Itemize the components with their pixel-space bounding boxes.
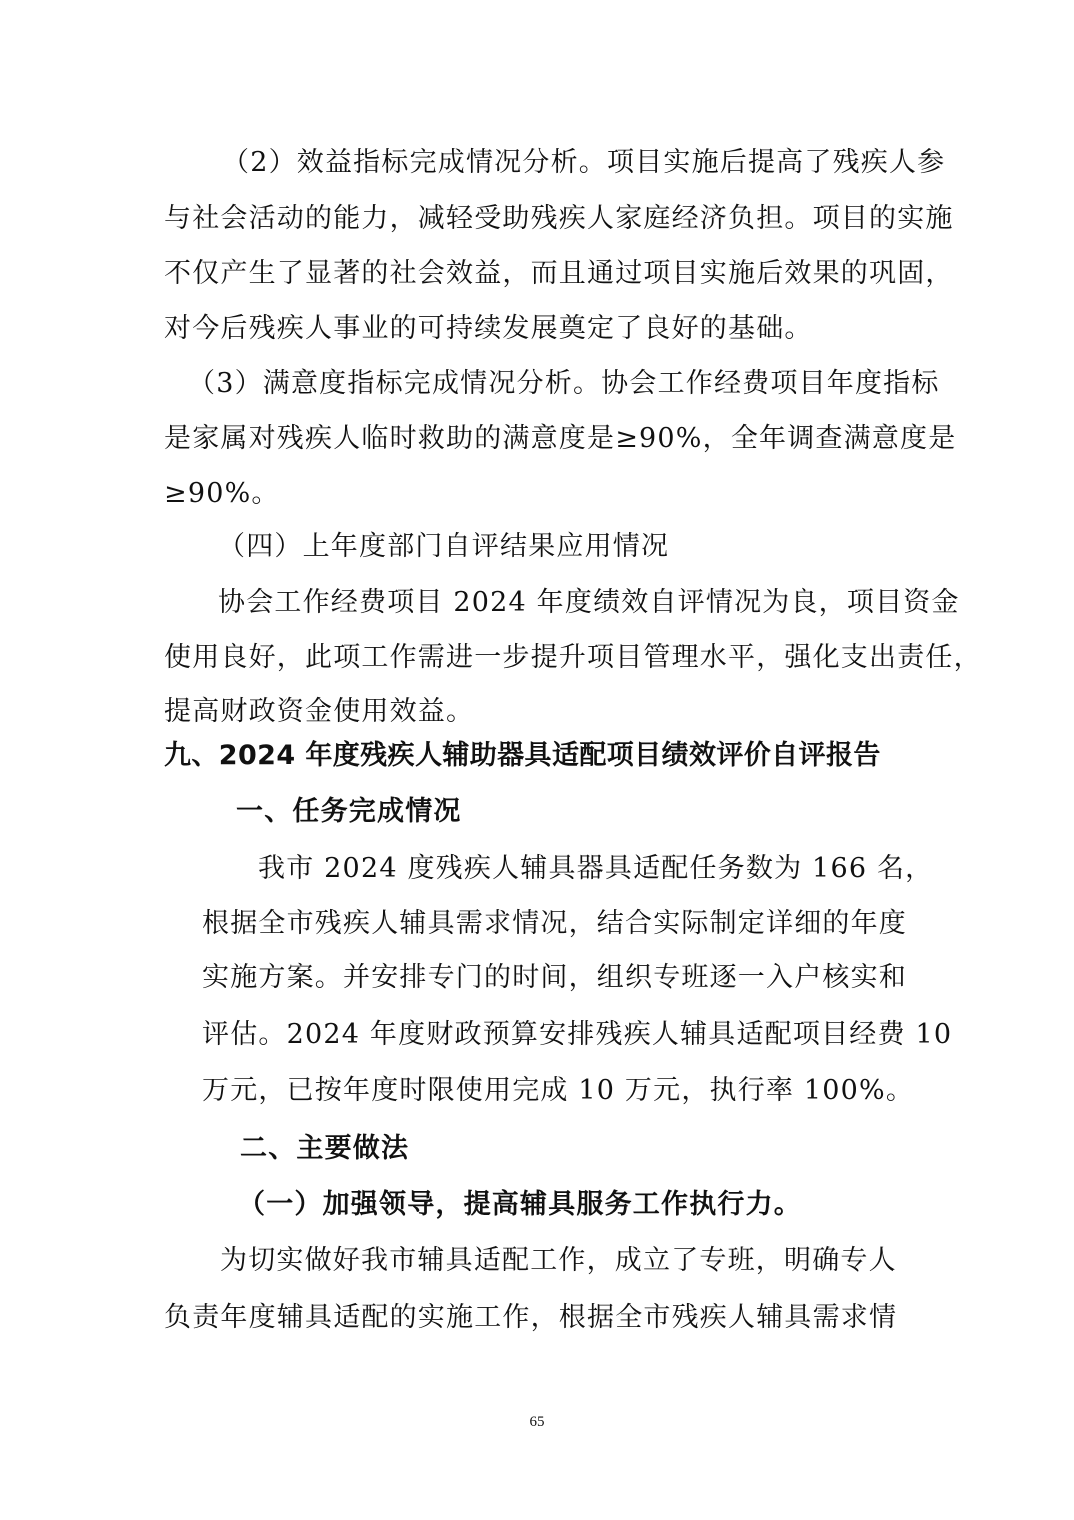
paragraph-line: 提高财政资金使用效益。 — [164, 696, 475, 727]
paragraph-line: （3）满意度指标完成情况分析。协会工作经费项目年度指标 — [188, 368, 940, 399]
section-heading: （四）上年度部门自评结果应用情况 — [218, 531, 670, 562]
paragraph-line: 使用良好，此项工作需进一步提升项目管理水平，强化支出责任， — [164, 642, 982, 673]
paragraph-line: 对今后残疾人事业的可持续发展奠定了良好的基础。 — [164, 313, 813, 344]
paragraph-line: 万元，已按年度时限使用完成 10 万元，执行率 100%。 — [202, 1075, 915, 1106]
paragraph-line: 是家属对残疾人临时救助的满意度是≥90%，全年调查满意度是 — [164, 423, 957, 454]
paragraph-line: 根据全市残疾人辅具需求情况，结合实际制定详细的年度 — [202, 908, 907, 939]
chapter-heading: 九、2024 年度残疾人辅助器具适配项目绩效评价自评报告 — [164, 740, 881, 771]
paragraph-line: 负责年度辅具适配的实施工作，根据全市残疾人辅具需求情 — [164, 1302, 898, 1333]
paragraph-line: ≥90%。 — [164, 478, 280, 509]
section-heading: 二、主要做法 — [240, 1133, 410, 1164]
paragraph-line: 不仅产生了显著的社会效益，而且通过项目实施后效果的巩固， — [164, 258, 954, 289]
subsection-heading: （一）加强领导，提高辅具服务工作执行力。 — [238, 1189, 802, 1220]
page-number: 65 — [529, 1414, 545, 1430]
paragraph-line: 与社会活动的能力，减轻受助残疾人家庭经济负担。项目的实施 — [164, 203, 954, 234]
paragraph-line: 协会工作经费项目 2024 年度绩效自评情况为良，项目资金 — [218, 587, 960, 618]
paragraph-line: （2）效益指标完成情况分析。项目实施后提高了残疾人参 — [222, 147, 946, 178]
paragraph-line: 评估。2024 年度财政预算安排残疾人辅具适配项目经费 10 — [202, 1019, 953, 1050]
paragraph-line: 为切实做好我市辅具适配工作，成立了专班，明确专人 — [220, 1245, 897, 1276]
paragraph-line: 实施方案。并安排专门的时间，组织专班逐一入户核实和 — [202, 962, 907, 993]
section-heading: 一、任务完成情况 — [236, 796, 462, 827]
paragraph-line: 我市 2024 度残疾人辅具器具适配任务数为 166 名， — [258, 853, 934, 884]
